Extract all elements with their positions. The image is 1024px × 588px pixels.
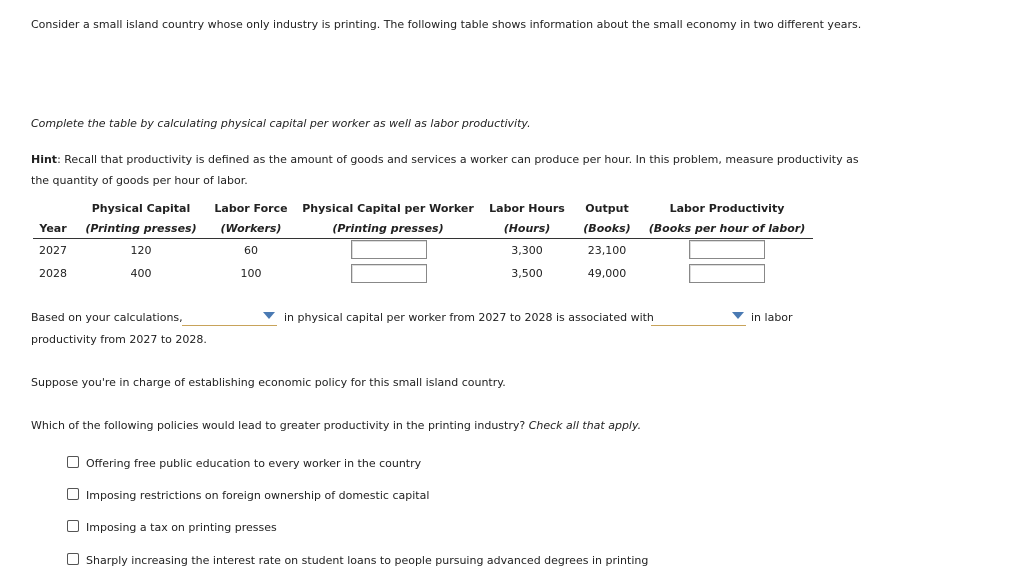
header-productivity-unit: (Books per hour of labor) (648, 222, 806, 235)
hint-label: Hint (31, 153, 58, 166)
header-productivity: Labor Productivity (669, 202, 785, 215)
capital-change-dropdown[interactable] (182, 307, 277, 326)
table-row-labor-force: 60 (244, 244, 258, 257)
instruction-text: Complete the table by calculating physical capital per worker as well as labor productivity. (31, 117, 531, 130)
labor-productivity-input-2027[interactable] (689, 240, 765, 259)
intro-text: Consider a small island country whose only industry is printing. The following table shows information about the small economy in two different years. (31, 18, 862, 31)
header-capital: Physical Capital (91, 202, 191, 215)
chevron-down-icon (732, 312, 744, 319)
option-checkbox-1[interactable] (67, 456, 79, 468)
option-label-3[interactable]: Imposing a tax on printing presses (86, 521, 277, 534)
header-capital-unit: (Printing presses) (85, 222, 197, 235)
table-row-output: 49,000 (587, 267, 627, 280)
option-checkbox-3[interactable] (67, 520, 79, 532)
sentence-part1: Based on your calculations, (31, 311, 183, 324)
option-checkbox-4[interactable] (67, 553, 79, 565)
table-row-labor-hours: 3,500 (511, 267, 543, 280)
table-row-year: 2027 (39, 244, 67, 257)
capital-per-worker-input-2027[interactable] (351, 240, 427, 259)
question-body: Which of the following policies would lead to greater productivity in the printing industry? (31, 419, 529, 432)
sentence-part2: in physical capital per worker from 2027 to 2028 is associated with (284, 311, 654, 324)
table-header-divider (33, 238, 813, 239)
table-row-labor-hours: 3,300 (511, 244, 543, 257)
chevron-down-icon (263, 312, 275, 319)
table-row-output: 23,100 (587, 244, 627, 257)
header-labor-hours-unit: (Hours) (503, 222, 551, 235)
header-labor-force-unit: (Workers) (220, 222, 282, 235)
policy-intro-text: Suppose you're in charge of establishing economic policy for this small island country. (31, 376, 506, 389)
sentence-part3: in labor (751, 311, 793, 324)
sentence-part4: productivity from 2027 to 2028. (31, 333, 207, 346)
table-row-year: 2028 (39, 267, 67, 280)
table-row-capital: 120 (130, 244, 152, 257)
option-label-1[interactable]: Offering free public education to every worker in the country (86, 457, 422, 470)
table-row-capital: 400 (130, 267, 152, 280)
header-labor-hours: Labor Hours (489, 202, 565, 215)
hint-body: : Recall that productivity is defined as the amount of goods and services a worker can produce per hour. In this problem, measure productivity as the quantity of goods per hour of labor. (31, 153, 859, 187)
header-capital-per-worker-unit: (Printing presses) (332, 222, 444, 235)
header-labor-force: Labor Force (214, 202, 288, 215)
labor-productivity-input-2028[interactable] (689, 264, 765, 283)
option-checkbox-2[interactable] (67, 488, 79, 500)
option-label-4[interactable]: Sharply increasing the interest rate on student loans to people pursuing advanced degrees in printing (86, 554, 649, 567)
table-row-labor-force: 100 (240, 267, 262, 280)
header-year: Year (39, 222, 67, 235)
header-capital-per-worker: Physical Capital per Worker (302, 202, 474, 215)
question-emphasis: Check all that apply. (528, 419, 642, 432)
option-label-2[interactable]: Imposing restrictions on foreign ownership of domestic capital (86, 489, 430, 502)
question-text (31, 419, 641, 432)
header-output: Output (585, 202, 629, 215)
productivity-change-dropdown[interactable] (651, 307, 746, 326)
hint-text (31, 149, 861, 191)
capital-per-worker-input-2028[interactable] (351, 264, 427, 283)
header-output-unit: (Books) (583, 222, 631, 235)
